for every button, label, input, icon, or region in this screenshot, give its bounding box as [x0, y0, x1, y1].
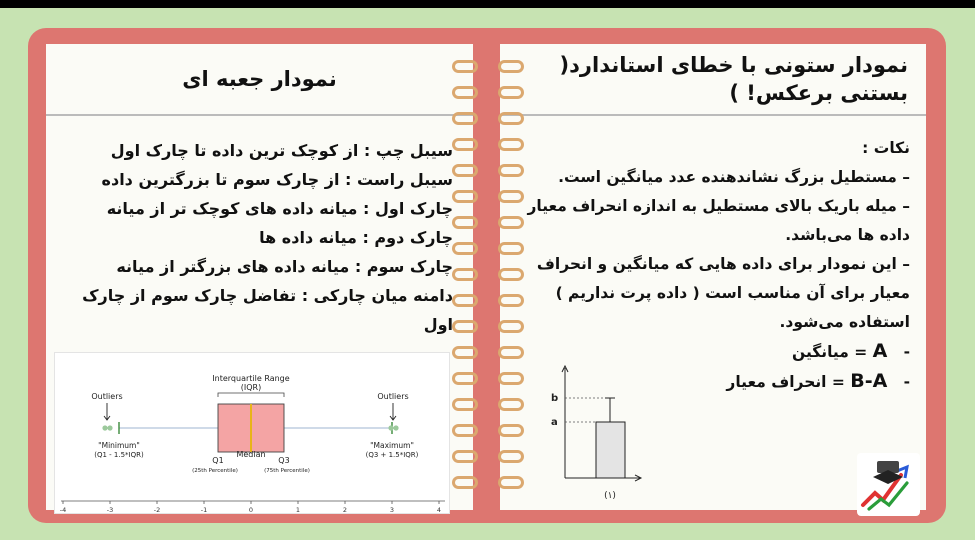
- outlier-point: [102, 425, 107, 430]
- outlier-point: [393, 425, 398, 430]
- left-page-header: [46, 44, 473, 116]
- b-label: b: [551, 393, 559, 404]
- legend-text: = میانگین: [792, 343, 868, 361]
- axis-ticks: [60, 501, 441, 514]
- spiral-ring: [452, 58, 524, 76]
- mean-bar: [596, 422, 625, 478]
- spiral-ring: [452, 448, 524, 466]
- brand-logo: [857, 453, 920, 516]
- q1-label: Q1: [212, 456, 224, 465]
- text-line: چارک سوم : میانه داده های بزرگتر از میانه: [116, 257, 453, 276]
- box-plot-diagram: [54, 352, 450, 514]
- legend-text: = انحراف معیار: [726, 373, 845, 391]
- text-line: – مستطیل بزرگ نشاندهنده عدد میانگین است.: [558, 168, 910, 186]
- arrow-icon: [104, 403, 110, 420]
- text-line: چارک اول : میانه داده های کوچک تر از میانه: [106, 199, 453, 218]
- text-line: – این نمودار برای داده هایی که میانگین و انحراف: [536, 255, 910, 273]
- spiral-ring: [452, 292, 524, 310]
- text-line: معیار برای آن مناسب است ( داده پرت نداریم ): [555, 284, 910, 302]
- spiral-ring: [452, 136, 524, 154]
- text-line: استفاده می‌شود.: [779, 313, 910, 331]
- spiral-ring: [452, 396, 524, 414]
- spiral-ring: [452, 188, 524, 206]
- minimum-formula: (Q1 - 1.5*IQR): [94, 451, 144, 459]
- axis-tick-label: -3: [106, 506, 114, 514]
- spiral-ring: [452, 344, 524, 362]
- text-line: داده ها می‌باشد.: [785, 226, 910, 244]
- right-page-title: نمودار ستونی با خطای استاندارد( بستنی برعکس! ): [559, 52, 908, 105]
- legend-item-sd: - B-A = انحراف معیار: [726, 370, 910, 392]
- axis-tick-label: 3: [389, 506, 395, 514]
- legend-code: B-A: [850, 370, 888, 392]
- maximum-label: "Maximum": [370, 441, 414, 450]
- legend-code: A: [872, 340, 888, 362]
- spiral-ring: [452, 370, 524, 388]
- spiral-ring: [452, 422, 524, 440]
- text-line: سیبل چپ : از کوچک ترین داده تا چارک اول: [110, 141, 453, 160]
- q3-sublabel: (75th Percentile): [264, 468, 310, 474]
- axis-tick-label: 1: [295, 506, 301, 514]
- q3-label: Q3: [278, 456, 290, 465]
- minimum-label: "Minimum": [98, 441, 140, 450]
- axis-tick-label: 4: [436, 506, 442, 514]
- text-line: دامنه میان چارکی : تفاضل چارک سوم از چارک: [82, 286, 453, 305]
- text-line: سیبل راست : از چارک سوم تا بزرگترین داده: [101, 170, 453, 189]
- iqr-bracket: [218, 393, 284, 397]
- iqr-title: Interquartile Range: [212, 374, 290, 383]
- right-page-header: [500, 44, 926, 116]
- spiral-ring: [452, 162, 524, 180]
- legend-item-mean: - A = میانگین: [792, 340, 910, 362]
- spiral-ring: [452, 240, 524, 258]
- chart-caption: (١): [604, 491, 616, 501]
- arrow-icon: [390, 403, 396, 420]
- notes-heading: نکات :: [862, 139, 910, 157]
- maximum-formula: (Q3 + 1.5*IQR): [365, 451, 419, 459]
- median-label: Median: [236, 450, 266, 459]
- axis-tick-label: -4: [59, 506, 67, 514]
- spiral-binding: [452, 58, 524, 498]
- q1-sublabel: (25th Percentile): [192, 468, 238, 474]
- spiral-ring: [452, 84, 524, 102]
- text-line: اول: [423, 315, 453, 334]
- left-page-text: [63, 136, 453, 339]
- outliers-label-right: Outliers: [377, 392, 409, 401]
- outliers-label-left: Outliers: [91, 392, 123, 401]
- spiral-ring: [452, 110, 524, 128]
- spiral-ring: [452, 318, 524, 336]
- error-bar-chart: [536, 358, 644, 508]
- axis-tick-label: 2: [342, 506, 348, 514]
- text-line: چارک دوم : میانه داده ها: [259, 228, 453, 247]
- spiral-ring: [452, 266, 524, 284]
- outlier-point: [388, 425, 393, 430]
- left-page-title: نمودار جعبه ای: [182, 66, 337, 91]
- spiral-ring: [452, 214, 524, 232]
- text-line: – میله باریک بالای مستطیل به اندازه انحراف معیار: [527, 197, 910, 215]
- outlier-point: [107, 425, 112, 430]
- iqr-subtitle: (IQR): [240, 383, 262, 392]
- axis-tick-label: 0: [248, 506, 254, 514]
- spiral-ring: [452, 474, 524, 492]
- axis-tick-label: -2: [153, 506, 161, 514]
- a-label: a: [551, 417, 558, 428]
- axis-tick-label: -1: [200, 506, 208, 514]
